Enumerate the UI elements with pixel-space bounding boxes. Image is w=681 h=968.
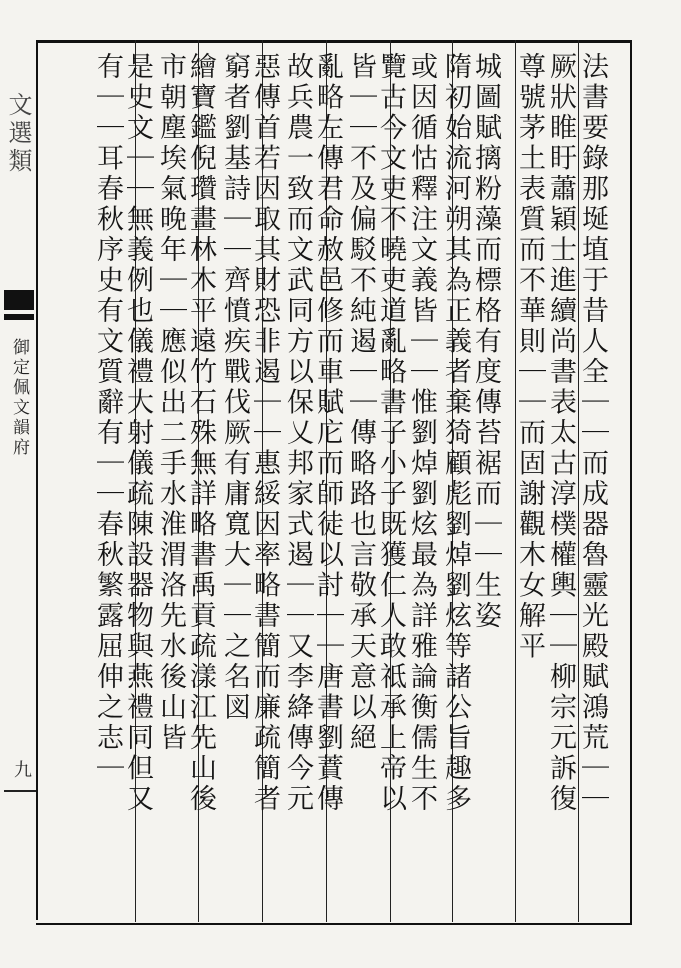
text-column-16: 有｜｜耳春秋序史有文質辭有｜｜春秋繁露屈伸之志｜ <box>92 52 123 784</box>
text-column-4: 城圖賦摛粉藻而標格有度傳苔裾而｜｜生姿 <box>470 52 501 632</box>
text-column-9: 亂略左傳君命赦邑修而車賦庀而師徒以討｜｜唐書劉蕡傳 <box>312 52 343 815</box>
page-number: 九 <box>11 760 32 778</box>
text-column-15: 是史文｜｜無義例也儀禮大射儀疏陳設器物與燕禮同但又 <box>122 52 153 815</box>
page-number-rule <box>4 790 36 792</box>
text-column-11: 惡傳首若因取其財恐非遏｜｜惠綏因率略書簡而廉疏簡者 <box>249 52 280 815</box>
book-title: 御定佩文韻府 <box>9 338 29 458</box>
text-column-5: 隋初始流河朔其為正義者棄猗顧彪劉焯劉炫等諸公旨趣多 <box>440 52 471 815</box>
text-column-1: 法書要錄那埏埴于昔人全｜｜而成器魯靈光殿賦鴻荒｜｜ <box>577 52 608 815</box>
text-column-6: 或因循怙釋注文義皆｜｜惟劉焯劉炫最為詳雅論衡儒生不 <box>406 52 437 815</box>
text-column-7: 覽古今文吏不曉吏道亂略書子小子既獲仁人敢祗承上帝以 <box>375 52 406 815</box>
text-column-2: 厥狀睢盱蕭穎士進續尚書表太古淳樸權輿｜｜柳宗元訴復 <box>545 52 576 815</box>
text-column-10: 故兵農一致而文武同方以保乂邦家式遏｜｜又李絳傳今元 <box>282 52 313 815</box>
frame-left-border <box>36 40 38 920</box>
text-column-13: 繪寶鑑倪瓚畫林木平遠竹石殊無詳略書禹貢疏漾江先山後 <box>185 52 216 815</box>
text-column-12: 窮者劉基詩｜｜齊憤疾戰伐厥有庸寬大｜｜之名図 <box>219 52 250 723</box>
fishtail-mark <box>4 290 34 310</box>
text-column-3: 尊號茅土表質而不華則｜｜而固謝觀木女解平 <box>514 52 545 662</box>
margin-header: 文選類 <box>4 92 32 176</box>
text-column-14: 市朝塵埃氣晚年｜｜應似出二手水淮渭洛先水後山皆 <box>155 52 186 754</box>
fishtail-rule <box>4 314 34 320</box>
text-column-8: 皆｜｜不及偏駁不純遏｜｜傳略路也言敬承天意以絕 <box>345 52 376 754</box>
